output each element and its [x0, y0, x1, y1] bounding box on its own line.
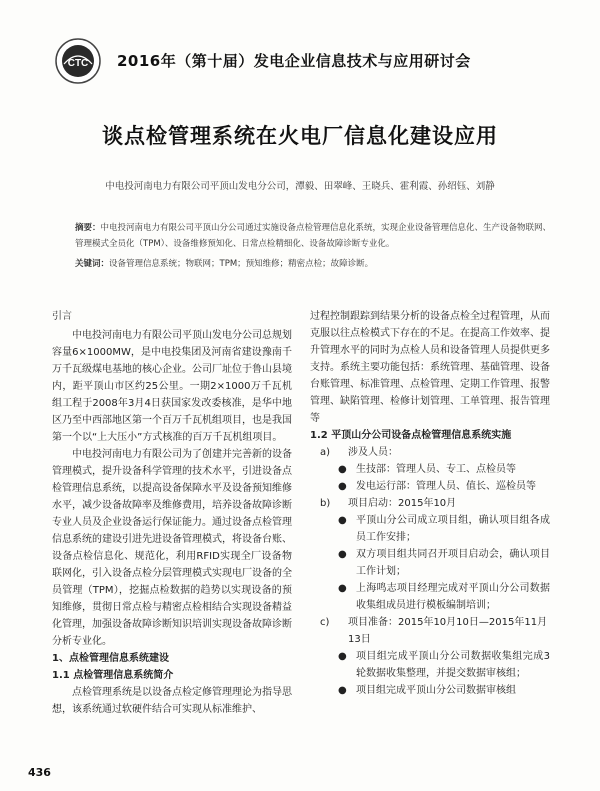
keywords-text: 设备管理信息系统；物联网；TPM；预知维修；精密点检；故障诊断。	[109, 259, 374, 269]
page-number: 436	[28, 766, 51, 779]
section-1-heading: 1、点检管理信息系统建设	[52, 653, 169, 664]
bullet-icon: ●	[338, 549, 347, 560]
list-marker: c)	[320, 617, 330, 628]
abstract-text: 中电投河南电力有限公司平顶山分公司通过实施设备点检管理信息化系统，实现企业设备管理信息化、生产设备物联网、管理模式全员化（TPM）、设备维修预知化、日常点检精细化、设备故障诊断专业化。	[75, 223, 552, 249]
section-1-1-heading: 1.1 点检管理信息系统简介	[52, 670, 174, 681]
bullet-item: ● 双方项目组共同召开项目启动会，确认项目工作计划；	[310, 546, 550, 580]
bullet-item: ● 上海鸣志项目经理完成对平顶山分公司数据收集组成员进行模板编制培训；	[310, 580, 550, 614]
conference-header	[55, 38, 585, 88]
bullet-icon: ●	[338, 481, 347, 492]
continued-paragraph: 过程控制跟踪到结果分析的设备点检全过程管理，从而克服以往点检模式下存在的不足。在提高工作效率、提升管理水平的同时为点检人员和设备管理人员提供更多支持。系统主要功能包括：系统管理、基础管理、设备台账管理、标准管理、点检管理、定期工作管理、报警管理、缺陷管理、检修计划管理、工单管理、报告管理等	[310, 311, 550, 424]
intro-heading: 引言	[52, 311, 72, 322]
list-item-title: 涉及人员：	[348, 447, 398, 458]
list-item-title: 项目准备：2015年10月10日—2015年11月13日	[348, 617, 548, 645]
logo-text: CTC	[67, 58, 89, 69]
bullet-icon: ●	[338, 651, 347, 662]
conference-title: 2016年（第十届）发电企业信息技术与应用研讨会	[117, 52, 471, 70]
bullet-icon: ●	[338, 583, 347, 594]
list-item-a	[310, 444, 550, 461]
paper-title: 谈点检管理系统在火电厂信息化建设应用	[102, 124, 498, 148]
list-item-title: 项目启动：2015年10月	[348, 498, 457, 509]
bullet-item: ● 发电运行部：管理人员、值长、巡检员等	[310, 478, 550, 495]
section-1-2-heading: 1.2 平顶山分公司设备点检管理信息系统实施	[310, 430, 512, 441]
list-item-b	[310, 495, 550, 512]
keywords-label: 关键词：	[75, 259, 110, 269]
bullet-item: ● 项目组完成平顶山分公司数据收集组完成3轮数据收集整理，并提交数据审核组；	[310, 648, 550, 682]
intro-paragraph-2: 中电投河南电力有限公司为了创建并完善新的设备管理模式，提升设备科学管理的技术水平，引进设备点检管理信息系统，以提高设备保障水平及设备预知维修水平，减少设备故障率及维修费用，培养设备故障诊断专业人员及企业设备运行保证能力。通过设备点检管理信息系统的建设引进先进设备管理模式，将设备台账、设备点检信息化、规范化，利用RFID实现全厂设备物联网化，引入设备点检分层管理模式实现电厂设备的全员管理（TPM），挖掘点检数据的趋势以实现设备的预知维修，贯彻日常点检与精密点检相结合实现设备精益化管理，加强设备故障诊断知识培训实现设备故障诊断分析专业化。	[52, 449, 292, 647]
bullet-icon: ●	[338, 515, 347, 526]
list-marker: a)	[320, 447, 331, 458]
intro-paragraph-1: 中电投河南电力有限公司平顶山发电分公司总规划容量6×1000MW，是中电投集团及河南省建设豫南千万千瓦级煤电基地的核心企业。公司厂址位于鲁山县境内，距平顶山市区约25公里。一期2×1000万千瓦机组工程于2008年3月4日获国家发改委核准，是华中地区乃至中西部地区第一个百万千瓦机组项目，也是我国第一个以“上大压小”方式核准的百万千瓦机组项目。	[52, 330, 292, 443]
paper-authors: 中电投河南电力有限公司平顶山发电分公司，潭毅、田翠峰、王晓兵、霍利霞、孙绍钰、刘静	[105, 181, 495, 192]
left-column	[52, 308, 292, 718]
section-1-1-paragraph: 点检管理系统是以设备点检定修管理理论为指导思想，该系统通过软硬件结合可实现从标准维护、	[52, 687, 292, 715]
bullet-item: ● 平顶山分公司成立项目组，确认项目组各成员工作安排；	[310, 512, 550, 546]
bullet-item: ● 生技部：管理人员、专工、点检员等	[310, 461, 550, 478]
conference-logo	[55, 38, 101, 84]
list-marker: b)	[320, 498, 331, 509]
bullet-icon: ●	[338, 464, 347, 475]
abstract-label: 摘要：	[75, 223, 101, 233]
abstract	[75, 220, 557, 252]
bullet-icon: ●	[338, 685, 347, 696]
bullet-item: ● 项目组完成平顶山分公司数据审核组	[310, 682, 550, 699]
keywords	[75, 256, 557, 272]
list-item-c	[310, 614, 550, 648]
right-column	[310, 308, 550, 699]
